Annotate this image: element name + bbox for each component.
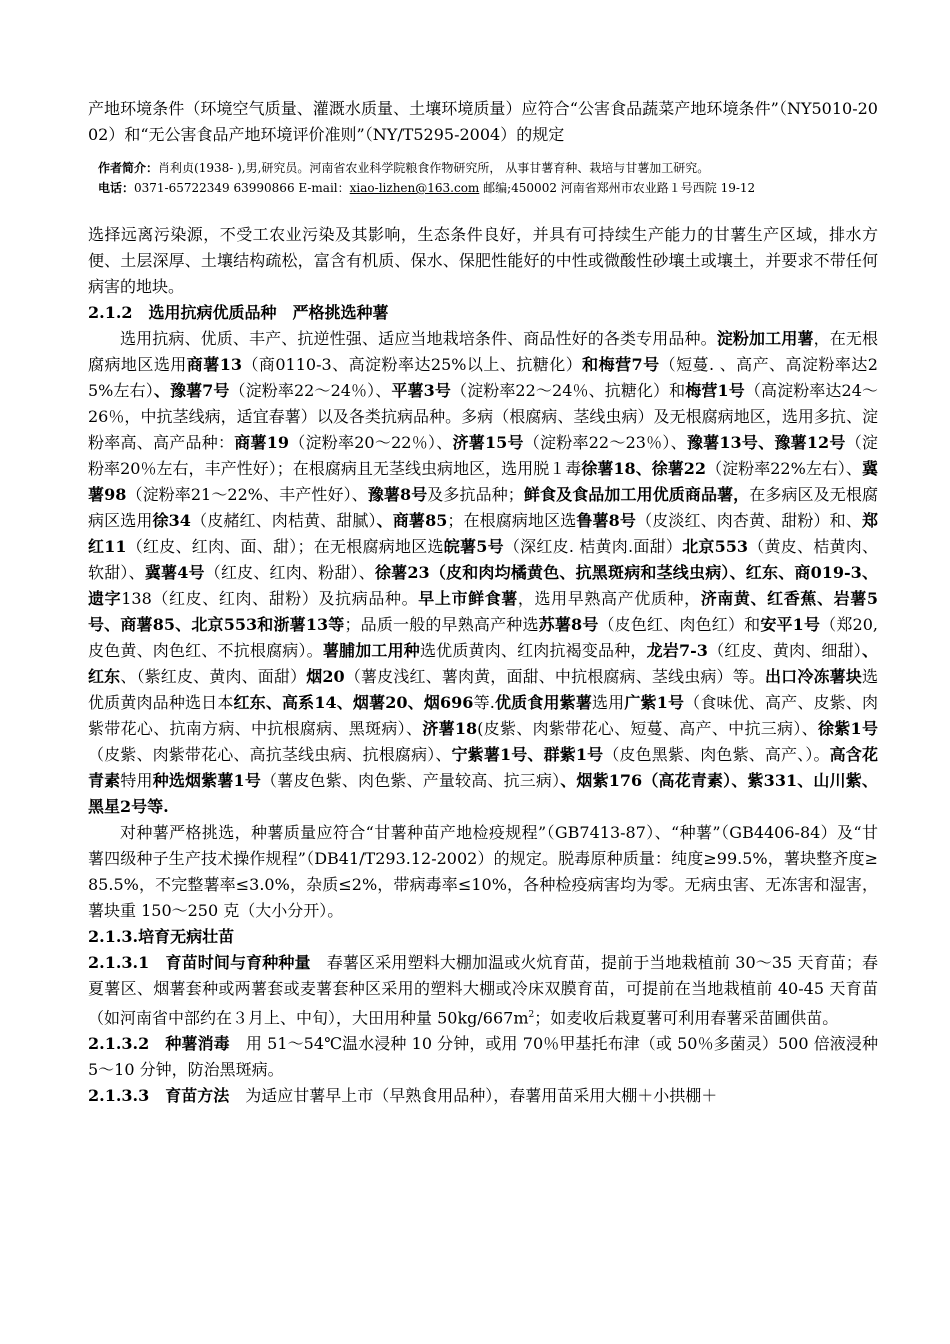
bold-run: 商薯19 xyxy=(234,433,289,452)
email-link[interactable]: xiao-lizhen@163.com xyxy=(349,181,480,195)
bold-run: 红东、高系14、烟薯20、烟696 xyxy=(233,693,474,712)
bold-run: 皖薯5号 xyxy=(443,537,504,556)
bold-run: 徐薯18、徐薯22 xyxy=(581,459,707,478)
text-run: 为适应甘薯早上市（早熟食用品种），春薯用苗采用大棚＋小拱棚＋ xyxy=(229,1086,718,1106)
paragraph-2-1-3-2 xyxy=(88,1031,878,1083)
bold-run: 龙岩7-3 xyxy=(646,641,708,660)
text-run: （淀粉率22～23％）、 xyxy=(523,433,687,452)
bold-run: 苏薯8号 xyxy=(538,615,599,634)
text-run: （食味优、高产、皮紫、肉紫带花心、抗南方病、中抗根腐病、黑斑病）、 xyxy=(88,693,878,738)
text-run: （皮色黑紫、肉色紫、高产、）。 xyxy=(603,745,830,764)
author-note xyxy=(98,158,878,178)
bold-run: 徐紫1号 xyxy=(817,719,878,738)
contact-note xyxy=(98,178,878,198)
text-run: ，在无根腐病地区选用 xyxy=(88,329,878,374)
contact-label: 电话： xyxy=(98,181,135,195)
paragraph-2-1-3-3 xyxy=(88,1083,878,1109)
text-run: （淀粉率20％左右，丰产性好）；在根腐病且无茎线虫病地区，选用脱１毒 xyxy=(88,433,878,478)
subheading-2-1-3-2: 2.1.3.2 种薯消毒 xyxy=(88,1034,230,1054)
text-run: ；品质一般的早熟高产种选 xyxy=(344,615,539,634)
bold-run: 、商薯85 xyxy=(376,511,448,530)
text-run: 、（紫红皮、黄肉、面甜） xyxy=(120,667,307,686)
text-run: 在多病区及无根腐病区选用 xyxy=(88,485,878,530)
bold-run: 高含花青素 xyxy=(88,745,878,790)
subheading-2-1-3-1: 2.1.3.1 育苗时间与育种种量 xyxy=(88,953,311,972)
document-page xyxy=(88,96,878,1109)
text-run: ；如麦收后栽夏薯可利用春薯采苗圃供苗。 xyxy=(534,1008,839,1028)
text-run: ，选用早熟高产优质种， xyxy=(517,589,701,608)
bold-run: 北京553 xyxy=(682,537,748,556)
bold-run: 豫薯8号 xyxy=(367,485,428,504)
paragraph-seed-quality: 对种薯严格挑选，种薯质量应符合“甘薯种苗产地检疫规程”（GB7413-87）、“种薯”（GB4406-84）及“甘薯四级种子生产技术操作规程”（DB41/T293.12-2002）的规定。脱毒原种质量：纯度≥99.5%，薯块整齐度≥85.5%，不完整薯率≤3.0%，杂质≤2%，带病毒率≤10%，各种检疫病害均为零。无病虫害、无冻害和湿害，薯块重 150～250 克（大小分开）。 xyxy=(88,823,878,920)
bold-run: 济薯18 xyxy=(422,719,478,738)
text-run: （深红皮. 桔黄肉.面甜） xyxy=(503,537,683,556)
heading-2-1-2: 2.1.2 选用抗病优质品种 严格挑选种薯 xyxy=(88,303,389,322)
text-run: 选优质黄肉、红肉抗褐变品种， xyxy=(419,641,647,660)
bold-run: 郑红11 xyxy=(88,511,878,556)
bold-run: 早上市鲜食薯 xyxy=(418,589,518,608)
bold-run: 出口冷冻薯块 xyxy=(765,667,862,686)
text-run: 春薯区采用塑料大棚加温或火炕育苗，提前于当地栽植前 30～35 天育苗；春夏薯区、烟薯套种或两薯套或麦薯套种区采用的塑料大棚或冷床双膜育苗，可提前在当地栽植前 40-45 天育苗（如河南省中部约在３月上、中旬），大田用种量 50kg/667m xyxy=(88,953,878,1028)
bold-run: 徐34 xyxy=(152,511,191,530)
bold-run: 济薯15号 xyxy=(452,433,524,452)
text-run: （淀粉率20～22％）、 xyxy=(289,433,453,452)
text-run: 等. xyxy=(473,693,495,712)
text-run: （淀粉率22～24％、抗糖化）和 xyxy=(450,381,686,400)
text-run: （黄皮、桔黄肉、软甜）、 xyxy=(88,537,878,582)
bold-run: 宁紫薯1号、群紫1号 xyxy=(451,745,604,764)
text-run: 选用抗病、优质、丰产、抗逆性强、适应当地栽培条件、商品性好的各类专用品种。 xyxy=(120,329,717,348)
bold-run: 商薯13 xyxy=(186,355,242,374)
heading-2-1-3: 2.1.3.培育无病壮苗 xyxy=(88,927,235,946)
text-run: (皮紫、肉紫带花心、短蔓、高产、中抗三病）、 xyxy=(477,719,818,738)
text-run: 选优质黄肉品种选日本 xyxy=(88,667,878,712)
text-run: （薯皮色紫、肉色紫、产量较高、抗三病） xyxy=(261,771,561,790)
bold-run: 安平1号 xyxy=(760,615,821,634)
text-run: （郑20,皮色黄、肉色红、不抗根腐病）。 xyxy=(88,615,878,660)
contact-post: 邮编;450002 河南省郑州市农业路１号西院 19-12 xyxy=(479,181,756,195)
bold-run: 冀薯4号 xyxy=(144,563,205,582)
text-run: （淀粉率22～24％）、 xyxy=(229,381,392,400)
bold-run: 和梅营7号 xyxy=(582,355,660,374)
paragraph-environment: 产地环境条件（环境空气质量、灌溉水质量、土壤环境质量）应符合“公害食品蔬菜产地环境条件”（NY5010-2002）和“无公害食品产地环境评价准则”（NY/T5295-2004）的规定 xyxy=(88,99,878,144)
text-run: （皮紫、肉紫带花心、高抗茎线虫病、抗根腐病）、 xyxy=(88,745,452,764)
text-run: （薯皮浅红、薯肉黄，面甜、中抗根腐病、茎线虫病）等。 xyxy=(344,667,765,686)
text-run: 138（红皮、红肉、甜粉）及抗病品种。 xyxy=(121,589,419,608)
bold-run: 优质食用紫薯 xyxy=(494,693,593,712)
bold-run: 济南黄、红香蕉、岩薯5号、商薯85、北京553和浙薯13等 xyxy=(88,589,878,634)
bold-run: 鲁薯8号 xyxy=(576,511,637,530)
text-run: （皮赭红、肉桔黄、甜腻） xyxy=(190,511,377,530)
text-run: （红皮、红肉、面、甜）；在无根腐病地区选 xyxy=(126,537,444,556)
bold-run: 广紫1号 xyxy=(624,693,685,712)
text-run: （高淀粉率达24～26％，中抗茎线病，适宜春薯）以及各类抗病品种。多病（根腐病、茎线虫病）及无根腐病地区，选用多抗、淀粉率高、高产品种： xyxy=(88,381,878,452)
text-run: ；在根腐病地区选 xyxy=(447,511,577,530)
text-run: （淀粉率21～22%、丰产性好）、 xyxy=(126,485,368,504)
bold-run: 平薯3号 xyxy=(391,381,451,400)
contact-phones: 0371-65722349 63990866 E-mail： xyxy=(134,181,350,195)
subheading-2-1-3-3: 2.1.3.3 育苗方法 xyxy=(88,1086,230,1106)
bold-run: 梅营1号 xyxy=(685,381,745,400)
text-run: 用 51～54℃温水浸种 10 分钟，或用 70％甲基托布津（或 50％多菌灵）500 倍液浸种 5～10 分钟，防治黑斑病。 xyxy=(88,1034,878,1080)
paragraph-site: 选择远离污染源，不受工农业污染及其影响，生态条件良好，并具有可持续生产能力的甘薯生产区域，排水方便、土层深厚、土壤结构疏松，富含有机质、保水、保肥性能好的中性或微酸性砂壤土或壤土，并要求不带任何病害的地块。 xyxy=(88,225,878,296)
bold-run: 、豫薯7号 xyxy=(153,381,230,400)
author-text: 肖利贞(1938- ),男,研究员。河南省农业科学院粮食作物研究所， 从事甘薯育种、栽培与甘薯加工研究。 xyxy=(158,161,710,175)
text-run: 及多抗品种； xyxy=(427,485,524,504)
bold-run: 豫薯13号、豫薯12号 xyxy=(686,433,846,452)
bold-run: 徐薯23（皮和肉均橘黄色、抗黑斑病和茎线虫病）、红东、商019-3、遗字 xyxy=(88,563,878,608)
text-run: （皮色红、肉色红）和 xyxy=(598,615,761,634)
bold-run: 、红东 xyxy=(88,641,878,686)
superscript: 2 xyxy=(528,1010,535,1020)
bold-run: 、烟紫176（高花青素）、紫331、山川紫、黑星2号等. xyxy=(88,771,878,816)
text-run: （红皮、黄肉、细甜） xyxy=(707,641,862,660)
text-run: （红皮、红肉、粉甜）、 xyxy=(204,563,375,582)
bold-run: 冀薯98 xyxy=(88,459,878,504)
author-label: 作者简介： xyxy=(98,161,159,175)
text-run: （淀粉率22%左右）、 xyxy=(706,459,862,478)
text-run: 选用 xyxy=(592,693,625,712)
bold-run: 种选 xyxy=(152,771,186,790)
bold-run: 烟20 xyxy=(306,667,345,686)
bold-run: 鲜食及食品加工用优质商品薯， xyxy=(523,485,750,504)
text-run: 特用 xyxy=(120,771,153,790)
paragraph-2-1-3-1 xyxy=(88,950,878,1031)
text-run: （短蔓. 、高产、高淀粉率达25%左右） xyxy=(88,355,878,400)
bold-run: 淀粉加工用薯 xyxy=(716,329,814,348)
bold-run: 薯脯加工用种 xyxy=(322,641,420,660)
bold-run: 烟紫薯1号 xyxy=(185,771,262,790)
paragraph-varieties xyxy=(88,326,878,820)
text-run: （商0110-3、高淀粉率达25%以上、抗糖化） xyxy=(241,355,583,374)
text-run: （皮淡红、肉杏黄、甜粉）和、 xyxy=(636,511,862,530)
